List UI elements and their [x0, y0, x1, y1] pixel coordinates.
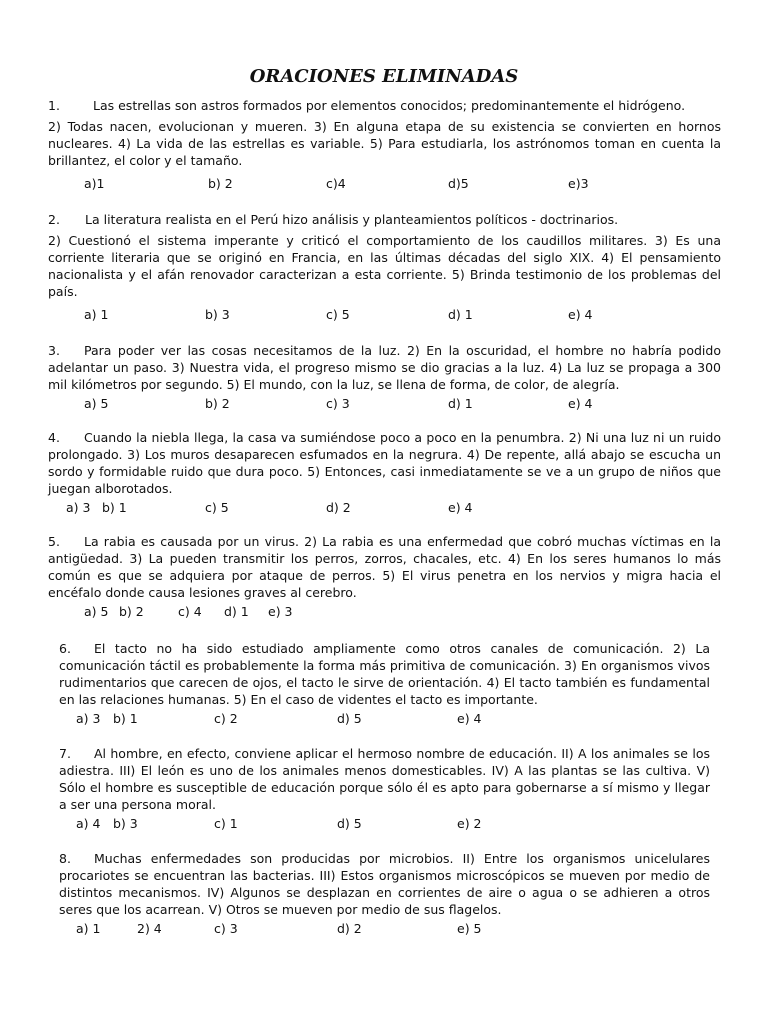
option-b: b) 1	[102, 500, 127, 515]
option-e: e)3	[568, 176, 589, 191]
option-c: c) 4	[178, 604, 202, 619]
option-c: c)4	[326, 176, 346, 191]
option-c: c) 3	[326, 396, 350, 411]
question-stem	[48, 342, 721, 393]
option-d: d) 2	[326, 500, 351, 515]
option-e: e) 4	[568, 396, 593, 411]
question-text: La rabia es causada por un virus. 2) La rabia es una enfermedad que cobró muchas víctimas en la antigüedad. 3) La pueden transmitir los perros, zorros, chacales, etc. 4) En los seres humanos lo más común es que se adquiera por ataque de perros. 5) El virus penetra en los nervios y migra hacia el encéfalo donde causa lesiones graves al cerebro.	[48, 534, 721, 600]
question-number: 6.	[59, 641, 71, 656]
question-sentences: 2) Cuestionó el sistema imperante y criticó el comportamiento de los caudillos militares. 3) Es una corriente literaria que se originó en Francia, en las últimas décadas del siglo XIX. 4) El pensamiento nacionalista y el afán renovador caracterizan a esta corriente. 5) Brinda testimonio de los problemas del país.	[48, 233, 721, 299]
question-stem	[59, 745, 710, 813]
question-text: Para poder ver las cosas necesitamos de la luz. 2) En la oscuridad, el hombre no habría podido adelantar un paso. 3) Nuestra vida, el progreso mismo se dio gracias a la luz. 4) La luz se propaga a 300 mil kilómetros por segundo. 5) El mundo, con la luz, se llena de forma, de color, de alegría.	[48, 343, 721, 392]
question-text: El tacto no ha sido estudiado ampliamente como otros canales de comunicación. 2) La comunicación táctil es probablemente la forma más primitiva de comunicación. 3) En organismos vivos rudimentarios que carecen de ojos, el tacto le sirve de orientación. 4) El tacto también es fundamental en las relaciones humanas. 5) En el caso de videntes el tacto es importante.	[59, 641, 710, 707]
question-number: 4.	[48, 430, 60, 445]
document-title: ORACIONES ELIMINADAS	[249, 66, 519, 87]
question-stem	[59, 640, 710, 708]
answer-options	[59, 710, 710, 727]
question-number: 8.	[59, 851, 71, 866]
question-stem	[48, 211, 721, 228]
question-1	[48, 97, 721, 192]
question-4	[48, 429, 721, 516]
question-6	[59, 640, 710, 727]
option-a: a) 4	[76, 816, 101, 831]
option-d: d)5	[448, 176, 469, 191]
option-d: d) 2	[337, 921, 362, 936]
option-a: a) 1	[76, 921, 101, 936]
option-b: b) 2	[119, 604, 144, 619]
option-e: e) 2	[457, 816, 482, 831]
option-a: a) 1	[84, 307, 109, 322]
question-number: 5.	[48, 534, 60, 549]
option-b: b) 3	[205, 307, 230, 322]
question-first-sentence: La literatura realista en el Perú hizo análisis y planteamientos políticos - doctrinarios.	[85, 212, 619, 227]
option-b: b) 1	[113, 711, 138, 726]
option-d: d) 5	[337, 711, 362, 726]
answer-options	[59, 920, 710, 937]
option-e: e) 4	[457, 711, 482, 726]
option-a: a) 5	[84, 604, 109, 619]
option-e: e) 4	[568, 307, 593, 322]
answer-options	[48, 499, 721, 516]
question-stem	[48, 97, 721, 114]
option-c: c) 5	[205, 500, 229, 515]
option-a: a) 3	[76, 711, 101, 726]
option-b: b) 2	[205, 396, 230, 411]
answer-options	[48, 175, 721, 192]
option-b: b) 3	[113, 816, 138, 831]
question-stem	[59, 850, 710, 918]
question-stem	[48, 429, 721, 497]
option-d: d) 1	[224, 604, 249, 619]
answer-options	[48, 306, 721, 323]
question-number: 1.	[48, 98, 60, 113]
answer-options	[48, 603, 721, 620]
option-a: a)1	[84, 176, 105, 191]
answer-options	[48, 395, 721, 412]
option-b: 2) 4	[137, 921, 162, 936]
question-3	[48, 342, 721, 412]
option-c: c) 5	[326, 307, 350, 322]
question-text: Cuando la niebla llega, la casa va sumiéndose poco a poco en la penumbra. 2) Ni una luz ni un ruido prolongado. 3) Los muros desaparecen esfumados en la negrura. 4) De repente, allá abajo se escucha un sordo y formidable ruido que dura poco. 5) Entonces, casi inmediatamente se ve a un grupo de niños que juegan alborotados.	[48, 430, 721, 496]
question-stem	[48, 533, 721, 601]
question-text: Al hombre, en efecto, conviene aplicar el hermoso nombre de educación. II) A los animales se los adiestra. III) El león es uno de los animales menos domesticables. IV) A las plantas se las cultiva. V) Sólo el hombre es susceptible de educación porque sólo él es apto para gobernarse a sí mismo y llegar a ser una persona moral.	[59, 746, 710, 812]
option-c: c) 3	[214, 921, 238, 936]
question-number: 7.	[59, 746, 71, 761]
option-c: c) 1	[214, 816, 238, 831]
option-b: b) 2	[208, 176, 233, 191]
option-d: d) 5	[337, 816, 362, 831]
option-e: e) 5	[457, 921, 482, 936]
option-a: a) 3	[66, 500, 91, 515]
question-number: 3.	[48, 343, 60, 358]
question-8	[59, 850, 710, 937]
question-text: Muchas enfermedades son producidas por microbios. II) Entre los organismos unicelulares procariotes se encuentran las bacterias. III) Estos organismos microscópicos se mueven por medio de distintos mecanismos. IV) Algunos se desplazan en corrientes de aire o agua o se adhieren a otros seres que los acarrean. V) Otros se mueven por medio de sus flagelos.	[59, 851, 710, 917]
option-e: e) 4	[448, 500, 473, 515]
option-c: c) 2	[214, 711, 238, 726]
question-7	[59, 745, 710, 832]
option-e: e) 3	[268, 604, 293, 619]
question-sentences: 2) Todas nacen, evolucionan y mueren. 3) En alguna etapa de su existencia se convierten en hornos nucleares. 4) La vida de las estrellas es variable. 5) Para estudiarla, los astrónomos toman en cuenta la brillantez, el color y el tamaño.	[48, 119, 721, 168]
answer-options	[59, 815, 710, 832]
question-5	[48, 533, 721, 620]
question-2	[48, 211, 721, 323]
option-a: a) 5	[84, 396, 109, 411]
question-number: 2.	[48, 212, 60, 227]
option-d: d) 1	[448, 396, 473, 411]
question-first-sentence: Las estrellas son astros formados por elementos conocidos; predominantemente el hidrógeno.	[93, 98, 686, 113]
option-d: d) 1	[448, 307, 473, 322]
